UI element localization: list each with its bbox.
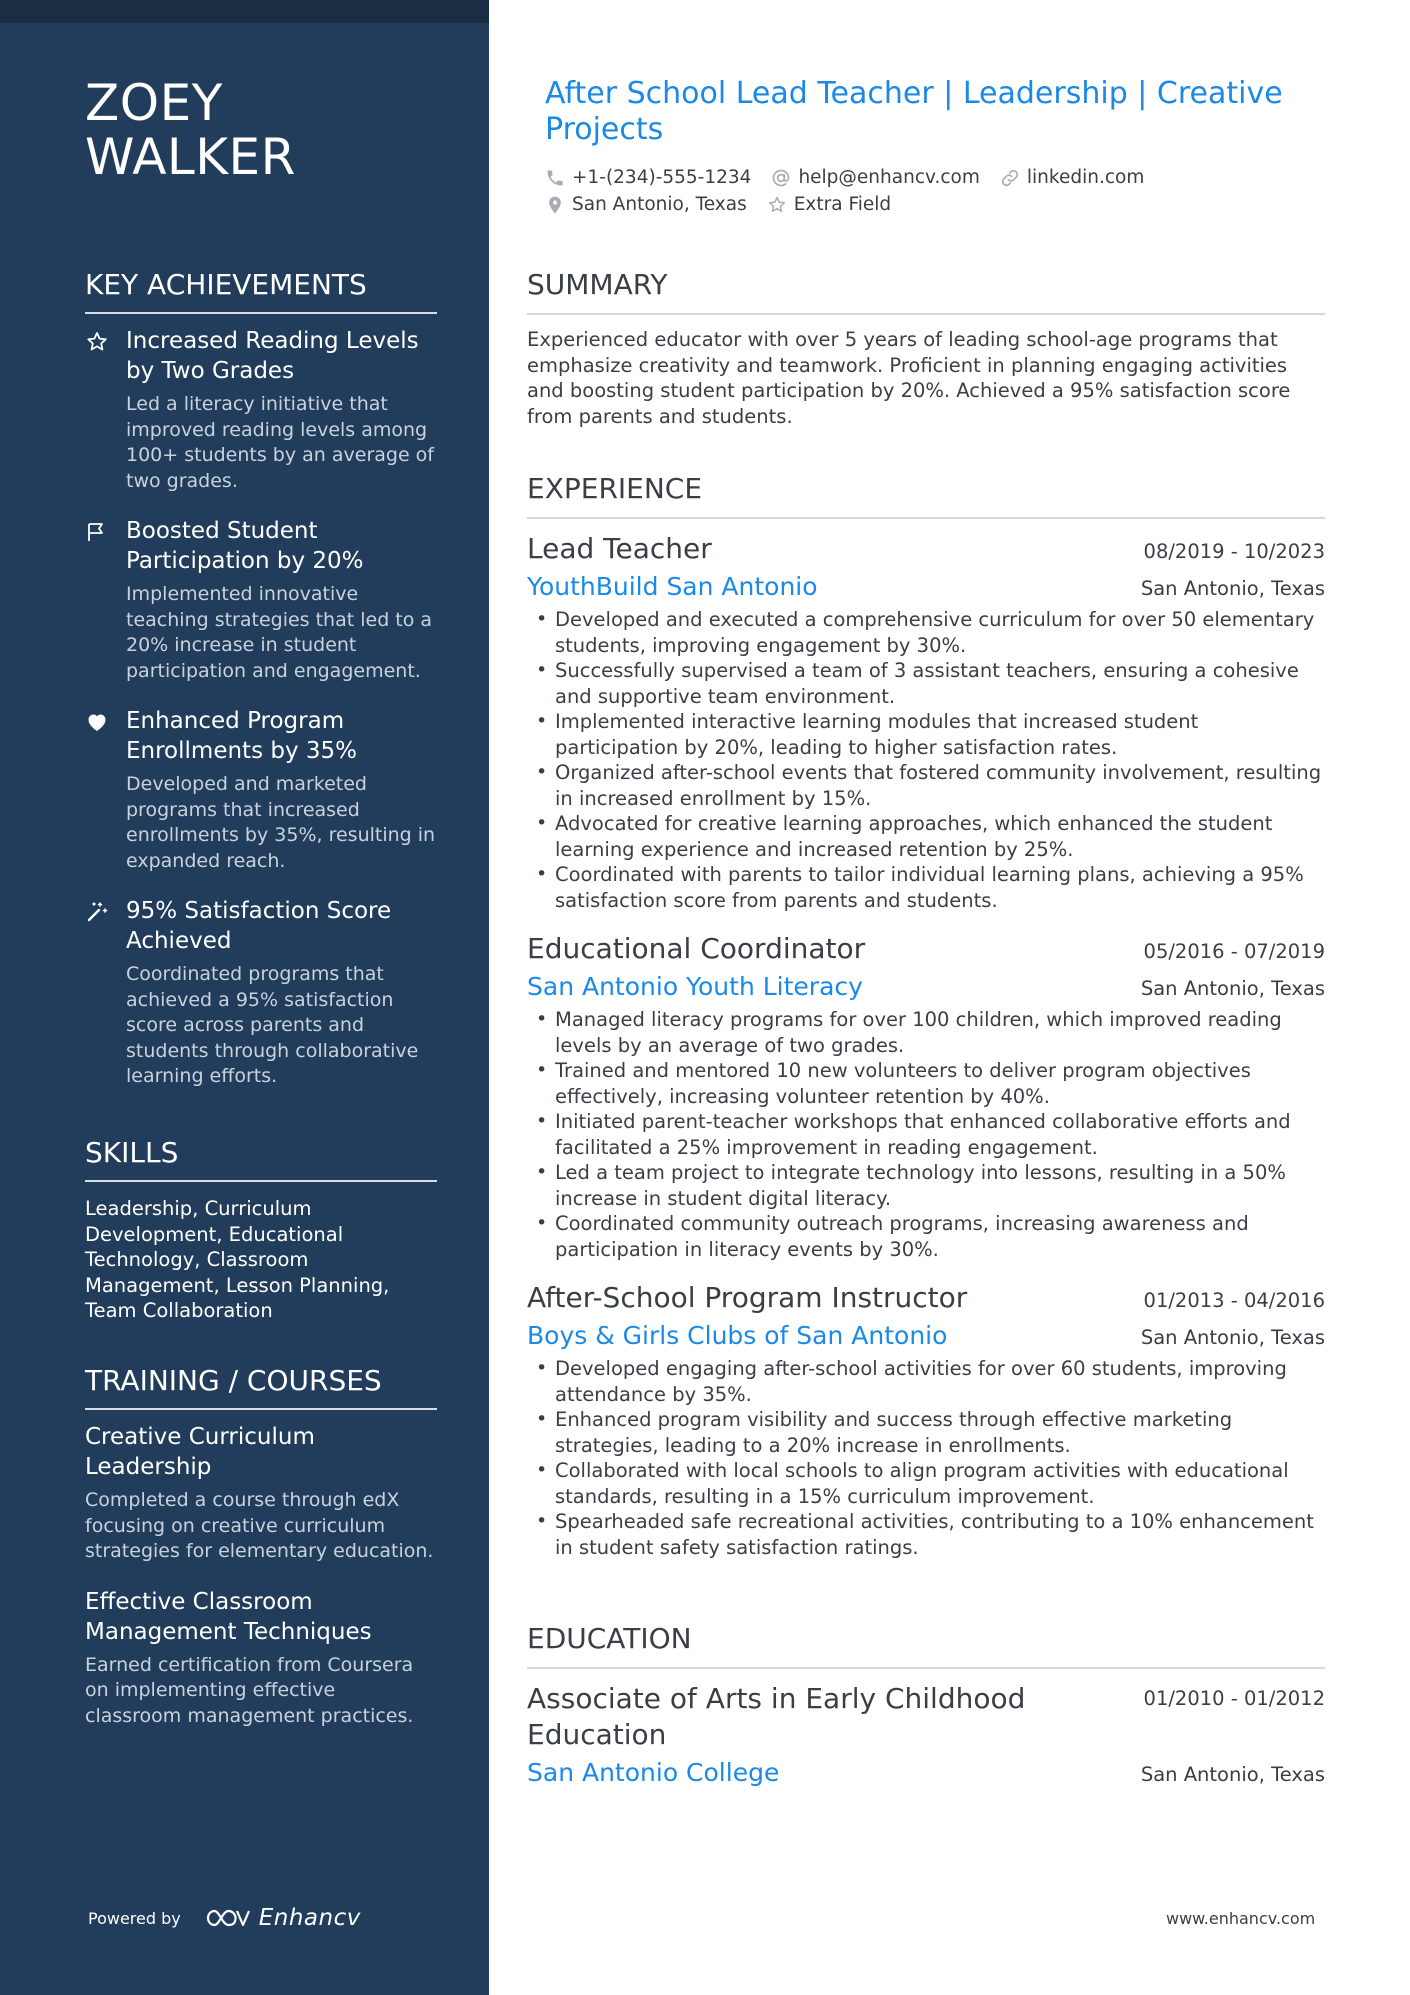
achievement-description: Developed and marketed programs that increased enrollments by 35%, resulting in expanded reach. [126,773,436,872]
contact-row [545,164,1305,191]
achievement-description: Led a literacy initiative that improved reading levels among 100+ students by an average of two grades. [126,393,434,492]
course-title: Creative Curriculum Leadership [85,1424,315,1480]
course-item [85,1587,437,1730]
bullet-item: • Organized after-school events that fostered community involvement, resulting in increased enrollment by 15%. [527,760,1325,811]
education-dates: 01/2010 - 01/2012 [1143,1687,1325,1710]
contact-info [545,164,1305,218]
achievement-title: Increased Reading Levels by Two Grades [126,328,419,384]
skills-heading: SKILLS [85,1136,437,1182]
skills-list: Leadership, Curriculum Development, Educational Technology, Classroom Management, Lesson Planning, Team Collaboration [85,1197,390,1322]
job-title: Lead Teacher [527,532,712,565]
bullet-item: • Implemented interactive learning modules that increased student participation by 20%, leading to higher satisfaction rates. [527,709,1325,760]
sidebar-top-band [0,0,489,23]
achievement-item [85,896,437,1090]
phone-number: +1-(234)-555-1234 [572,167,752,188]
star-outline-icon [767,195,787,215]
bullet-item: • Developed engaging after-school activities for over 60 students, improving attendance by 35%. [527,1356,1325,1407]
job-bullets [527,1007,1325,1262]
brand-name: Enhancv [258,1905,361,1931]
bullet-item: • Trained and mentored 10 new volunteers to deliver program objectives effectively, increasing volunteer retention by 40%. [527,1058,1325,1109]
email-address: help@enhancv.com [798,167,980,188]
achievement-description: Coordinated programs that achieved a 95% satisfaction score across parents and students through collaborative learning efforts. [126,963,419,1087]
job-title: Educational Coordinator [527,932,866,965]
course-description: Completed a course through edX focusing on creative curriculum strategies for elementary education. [85,1489,434,1562]
bullet-item: • Coordinated with parents to tailor individual learning plans, achieving a 95% satisfaction score from parents and students. [527,862,1325,913]
job-location: San Antonio, Texas [1140,977,1325,1000]
job-dates: 01/2013 - 04/2016 [1143,1289,1325,1312]
bullet-item: • Initiated parent-teacher workshops that enhanced collaborative efforts and facilitated a 25% improvement in reading engagement. [527,1109,1325,1160]
achievement-title: Enhanced Program Enrollments by 35% [126,708,357,764]
job-location: San Antonio, Texas [1140,1326,1325,1349]
candidate-name [85,76,445,184]
phone-icon [545,168,565,188]
link-contact[interactable] [1000,167,1144,188]
infinity-logo-icon [205,1906,251,1930]
star-outline-icon [85,330,109,354]
key-achievements-section [85,268,437,1090]
achievement-item [85,326,437,494]
powered-by-label: Powered by [88,1908,181,1928]
link-icon [1000,168,1020,188]
bullet-item: • Coordinated community outreach programs, increasing awareness and participation in literacy events by 30%. [527,1211,1325,1262]
school-name: San Antonio College [527,1758,780,1787]
location-pin-icon [545,195,565,215]
course-item [85,1422,437,1565]
job-bullets [527,1356,1325,1560]
achievement-title: Boosted Student Participation by 20% [126,518,364,574]
job-bullets [527,607,1325,913]
education-heading: EDUCATION [527,1622,1325,1669]
location-text: San Antonio, Texas [572,194,747,215]
job-company: Boys & Girls Clubs of San Antonio [527,1321,948,1350]
key-achievements-heading: KEY ACHIEVEMENTS [85,268,437,314]
bullet-item: • Developed and executed a comprehensive curriculum for over 50 elementary students, improving engagement by 30%. [527,607,1325,658]
extra-contact [767,194,891,215]
job-entry [527,1280,1325,1560]
training-heading: TRAINING / COURSES [85,1364,437,1410]
education-section [527,1622,1325,1789]
heart-icon [85,710,109,734]
job-entry [527,931,1325,1262]
achievement-description: Implemented innovative teaching strategies that led to a 20% increase in student participation and engagement. [126,583,433,682]
course-title: Effective Classroom Management Techniques [85,1588,372,1645]
profile-link: linkedin.com [1026,167,1145,188]
job-company: YouthBuild San Antonio [527,572,818,601]
headline: After School Lead Teacher | Leadership | Creative Projects [545,76,1283,147]
experience-heading: EXPERIENCE [527,472,1325,519]
job-entry [527,531,1325,913]
bullet-item: • Managed literacy programs for over 100 children, which improved reading levels by an average of two grades. [527,1007,1325,1058]
job-location: San Antonio, Texas [1140,577,1325,600]
last-name: WALKER [85,128,296,186]
degree-title: Associate of Arts in Early Childhood Education [527,1682,1026,1751]
bullet-item: • Successfully supervised a team of 3 assistant teachers, ensuring a cohesive and supportive team environment. [527,658,1325,709]
job-company: San Antonio Youth Literacy [527,972,863,1001]
contact-row [545,191,1305,218]
summary-heading: SUMMARY [527,268,1325,315]
training-section [85,1364,437,1729]
phone-contact[interactable] [545,167,751,188]
achievement-item [85,706,437,874]
achievement-title: 95% Satisfaction Score Achieved [126,898,392,954]
bullet-item: • Enhanced program visibility and success through effective marketing strategies, leading to a 20% increase in enrollments. [527,1407,1325,1458]
extra-field-text: Extra Field [793,194,892,215]
sidebar [0,0,489,1995]
achievement-item [85,516,437,684]
course-description: Earned certification from Coursera on implementing effective classroom management practices. [85,1653,414,1727]
bullet-item: • Collaborated with local schools to align program activities with educational standards, resulting in a 15% curriculum improvement. [527,1458,1325,1509]
bullet-item: • Led a team project to integrate technology into lessons, resulting in a 50% increase in student digital literacy. [527,1160,1325,1211]
email-contact[interactable] [771,167,979,188]
at-sign-icon [771,168,791,188]
first-name: ZOEY [85,74,223,132]
footer-url[interactable]: www.enhancv.com [1166,1909,1316,1928]
magic-wand-icon [85,900,109,924]
job-dates: 05/2016 - 07/2019 [1143,940,1325,963]
powered-by [88,1905,361,1931]
job-title: After-School Program Instructor [527,1281,968,1314]
bullet-item: • Advocated for creative learning approaches, which enhanced the student learning experience and increased retention by 25%. [527,811,1325,862]
flag-icon [85,520,109,544]
bullet-item: • Spearheaded safe recreational activities, contributing to a 10% enhancement in student safety satisfaction ratings. [527,1509,1325,1560]
education-entry [527,1681,1325,1789]
experience-section [527,472,1325,1560]
summary-text: Experienced educator with over 5 years of leading school-age programs that emphasize creativity and teamwork. Proficient in planning engaging activities and boosting student participation by 20%. Achieved a 95% satisfaction score from parents and students. [527,328,1291,428]
skills-section [85,1136,437,1324]
enhancv-logo[interactable] [205,1905,361,1931]
summary-section [527,268,1325,429]
job-dates: 08/2019 - 10/2023 [1143,540,1325,563]
education-location: San Antonio, Texas [1140,1763,1325,1786]
location-contact [545,194,747,215]
